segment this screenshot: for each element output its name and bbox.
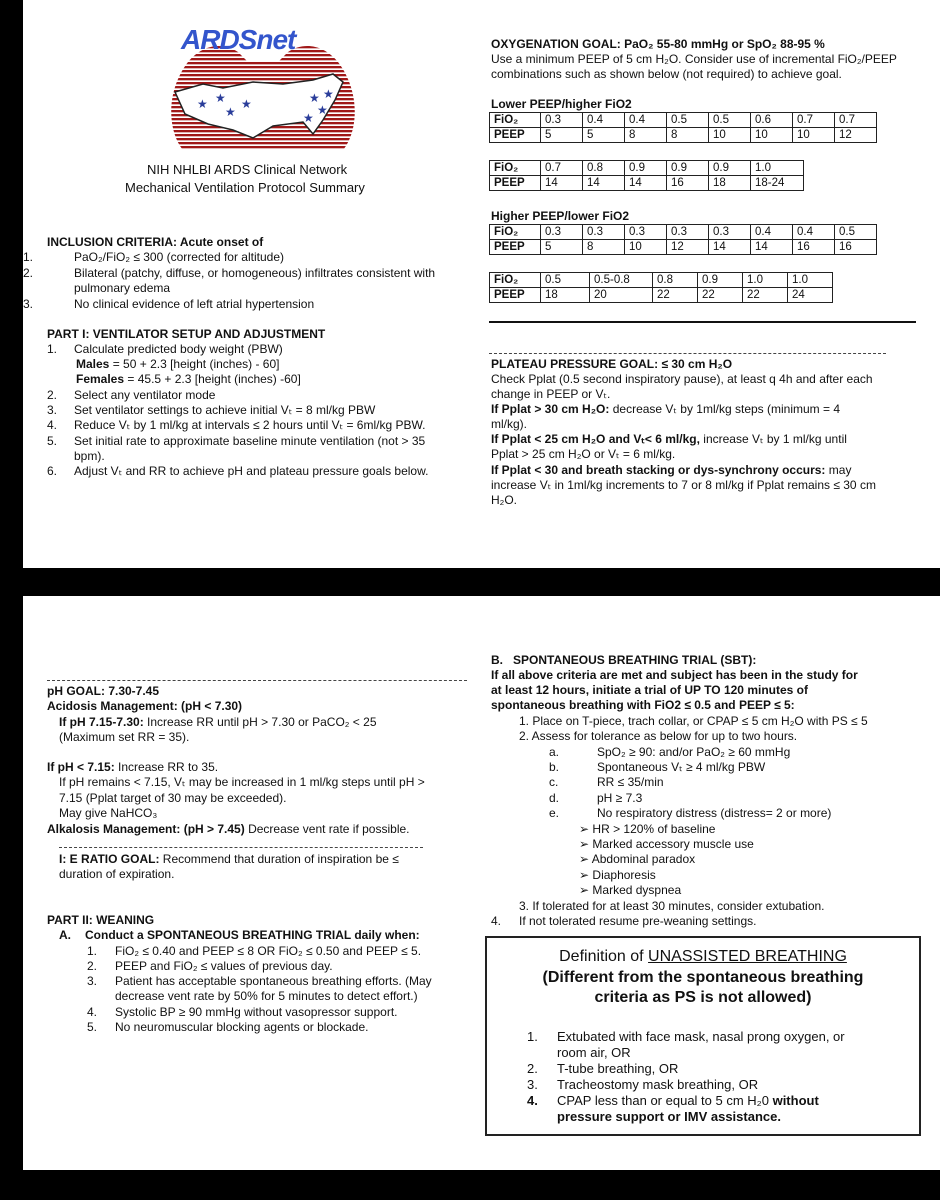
ardsnet-logo (163, 22, 363, 152)
plateau-rule-1: If Pplat > 30 cm H₂O: decrease Vₜ by 1ml/kg steps (minimum = 4 (491, 402, 841, 416)
table-cell: 14 (751, 240, 793, 255)
table-cell: 0.9 (625, 161, 667, 176)
list-item: PaO₂/FiO₂ ≤ 300 (corrected for altitude) (74, 250, 284, 264)
list-item: Bilateral (patchy, diffuse, or homogeneous) infiltrates consistent with (74, 266, 436, 280)
higher-peep-title: Higher PEEP/lower FiO2 (491, 209, 630, 223)
list-item: Spontaneous Vₜ ≥ 4 ml/kg PBW (597, 760, 766, 774)
svg-text:★: ★ (323, 87, 334, 101)
svg-text:★: ★ (241, 97, 252, 111)
row-label: PEEP (490, 240, 541, 255)
table-cell: 10 (709, 128, 751, 143)
fio2-row (490, 161, 804, 176)
plateau-text: ml/kg). (491, 417, 527, 431)
list-item: Adjust Vₜ and RR to achieve pH and plateau pressure goals below. (74, 464, 429, 478)
peep-row (490, 288, 833, 303)
list-item: Set ventilator settings to achieve initial Vₜ = 8 ml/kg PBW (74, 403, 376, 417)
acidosis-text: 7.15 (Pplat target of 30 may be exceeded). (59, 791, 287, 805)
plateau-title: PLATEAU PRESSURE GOAL: ≤ 30 cm H₂O (491, 357, 733, 371)
table-cell: 14 (709, 240, 751, 255)
table-cell: 0.9 (698, 273, 743, 288)
row-label: PEEP (490, 176, 541, 191)
table-cell: 24 (788, 288, 833, 303)
row-label: FiO₂ (490, 273, 541, 288)
list-item: No clinical evidence of left atrial hypertension (74, 297, 315, 311)
table-cell: 0.8 (653, 273, 698, 288)
acidosis-text: May give NaHCO₃ (59, 806, 158, 820)
sbt-intro: spontaneous breathing with FiO2 ≤ 0.5 and PEEP ≤ 5: (491, 698, 795, 712)
table-cell: 1.0 (751, 161, 804, 176)
table-cell: 5 (541, 128, 583, 143)
svg-text:★: ★ (197, 97, 208, 111)
table-cell: 8 (667, 128, 709, 143)
table-cell: 10 (625, 240, 667, 255)
oxygenation-text: Use a minimum PEEP of 5 cm H₂O. Consider use of incremental FiO₂/PEEP (491, 52, 897, 66)
table-cell: 0.9 (709, 161, 751, 176)
plateau-text: increase Vₜ in 1ml/kg increments to 7 or 8 ml/kg if Pplat remains ≤ 30 cm (491, 478, 876, 492)
arrow-bullet-icon: ➢ (579, 822, 590, 836)
part1-list: 1. Calculate predicted body weight (PBW) Males = 50 + 2.3 [height (inches) - 60] Females = 45.5 + 2.3 [height (inches) -60] 2. Select any ventilator mode 3. Set ventilator settings to achieve initial Vₜ = 8 ml/kg PBW 4. Reduce Vₜ by 1 ml/kg at intervals ≤ 2 hours until Vₜ = 6ml/kg PBW. 5. Set initial rate to approximate baseline minute ventilation (not > 35 bpm). 6. Adjust Vₜ and RR to achieve pH and plateau pressure goals below. (47, 342, 429, 478)
list-item: decrease vent rate by 50% for 5 minutes to detect effort.) (115, 989, 418, 1003)
plateau-rule-2: If Pplat < 25 cm H₂O and Vₜ< 6 ml/kg, increase Vₜ by 1 ml/kg until (491, 432, 847, 446)
males-formula: = 50 + 2.3 [height (inches) - 60] (112, 357, 280, 371)
svg-text:★: ★ (317, 103, 328, 117)
list-item: CPAP less than or equal to 5 cm H₂0 without (557, 1093, 819, 1108)
sbt-step-4-number: 4. (491, 914, 502, 928)
list-item: PEEP and FiO₂ ≤ values of previous day. (115, 959, 333, 973)
protocol-title: Mechanical Ventilation Protocol Summary (125, 180, 365, 195)
unassisted-list: 1. Extubated with face mask, nasal prong oxygen, or room air, OR 2. T-tube breathing, OR 3. Tracheostomy mask breathing, OR 4. CPAP less than or equal to 5 cm H₂0 without pressure support or IMV assistance. (527, 1029, 845, 1124)
table-cell: 0.9 (667, 161, 709, 176)
table-cell: 1.0 (743, 273, 788, 288)
higher-peep-table-1 (489, 224, 877, 255)
table-cell: 0.5 (541, 273, 590, 288)
table-cell: 16 (835, 240, 877, 255)
sbt-step-3: 3. If tolerated for at least 30 minutes, consider extubation. (519, 899, 825, 913)
table-cell: 14 (625, 176, 667, 191)
plateau-text: Check Pplat (0.5 second inspiratory pause), at least q 4h and after each (491, 372, 873, 386)
arrow-bullet-icon: ➢ (579, 852, 590, 866)
unassisted-subtitle: criteria as PS is not allowed) (594, 989, 812, 1006)
table-cell: 5 (583, 128, 625, 143)
part2-a-title: Conduct a SPONTANEOUS BREATHING TRIAL daily when: (85, 928, 420, 942)
table-cell: 22 (698, 288, 743, 303)
list-item: Systolic BP ≥ 90 mmHg without vasopressor support. (115, 1005, 398, 1019)
row-label: PEEP (490, 288, 541, 303)
table-cell: 8 (625, 128, 667, 143)
table-cell: 12 (835, 128, 877, 143)
list-item: SpO₂ ≥ 90: and/or PaO₂ ≥ 60 mmHg (597, 745, 791, 759)
plateau-text: Pplat > 25 cm H₂O or Vₜ = 6 ml/kg. (491, 447, 676, 461)
svg-text:★: ★ (225, 105, 236, 119)
unassisted-breathing-box (485, 936, 921, 1136)
table-cell: 18 (709, 176, 751, 191)
list-item: Select any ventilator mode (74, 388, 216, 402)
row-label: PEEP (490, 128, 541, 143)
acidosis-rule-1: If pH 7.15-7.30: Increase RR until pH > 7.30 or PaCO₂ < 25 (59, 715, 377, 729)
distress-signs-list: ➢ HR > 120% of baseline ➢ Marked accessory muscle use ➢ Abdominal paradox ➢ Diaphoresis ➢ Marked dyspnea (579, 822, 754, 897)
table-cell: 0.7 (541, 161, 583, 176)
table-cell: 0.4 (583, 113, 625, 128)
fio2-row (490, 273, 833, 288)
alkalosis-rule: Alkalosis Management: (pH > 7.45) Decrease vent rate if possible. (47, 822, 410, 836)
list-item: Patient has acceptable spontaneous breathing efforts. (May (115, 974, 432, 988)
table-cell: 0.3 (625, 225, 667, 240)
oxygenation-title: OXYGENATION GOAL: PaO₂ 55-80 mmHg or SpO₂ 88-95 % (491, 37, 825, 51)
plateau-rule-3: If Pplat < 30 and breath stacking or dys-synchrony occurs: may (491, 463, 852, 477)
females-formula: = 45.5 + 2.3 [height (inches) -60] (127, 372, 301, 386)
part2-title: PART II: WEANING (47, 913, 155, 927)
sbt-step-4: If not tolerated resume pre-weaning settings. (519, 914, 757, 928)
table-cell: 0.6 (751, 113, 793, 128)
acidosis-title: Acidosis Management: (pH < 7.30) (47, 699, 243, 713)
table-cell: 22 (743, 288, 788, 303)
ph-title: pH GOAL: 7.30-7.45 (47, 684, 160, 698)
females-label: Females (76, 372, 125, 386)
table-cell: 10 (793, 128, 835, 143)
arrow-bullet-icon: ➢ (579, 837, 590, 851)
table-cell: 14 (583, 176, 625, 191)
table-cell: 0.3 (541, 225, 583, 240)
list-item: RR ≤ 35/min (597, 775, 664, 789)
acidosis-rule-2: If pH < 7.15: Increase RR to 35. (47, 760, 219, 774)
unassisted-title: Definition of UNASSISTED BREATHING (559, 948, 847, 965)
lower-peep-title: Lower PEEP/higher FiO2 (491, 97, 632, 111)
fio2-row (490, 225, 877, 240)
svg-text:★: ★ (215, 91, 226, 105)
table-cell: 0.4 (793, 225, 835, 240)
svg-text:★: ★ (309, 91, 320, 105)
list-item: pH ≥ 7.3 (597, 791, 643, 805)
table-cell: 0.3 (583, 225, 625, 240)
logo-wordmark: ARDSnet (181, 24, 296, 55)
sbt-intro: at least 12 hours, initiate a trial of UP TO 120 minutes of (491, 683, 808, 697)
table-cell: 0.3 (541, 113, 583, 128)
plateau-text: change in PEEP or Vₜ. (491, 387, 611, 401)
row-label: FiO₂ (490, 113, 541, 128)
list-item: No neuromuscular blocking agents or blockade. (115, 1020, 369, 1034)
sbt-title: B. SPONTANEOUS BREATHING TRIAL (SBT): (491, 653, 757, 667)
table-cell: 16 (793, 240, 835, 255)
list-item: Extubated with face mask, nasal prong oxygen, or (557, 1029, 845, 1044)
ie-ratio-goal: I: E RATIO GOAL: Recommend that duration of inspiration be ≤ (59, 852, 399, 866)
fio2-row (490, 113, 877, 128)
table-cell: 18 (541, 288, 590, 303)
list-item: room air, OR (557, 1045, 631, 1060)
table-cell: 0.5 (709, 113, 751, 128)
lower-peep-table-1 (489, 112, 877, 143)
divider (47, 680, 467, 681)
list-item: No respiratory distress (distress= 2 or more) (597, 806, 832, 820)
ie-ratio-text: duration of expiration. (59, 867, 175, 881)
row-label: FiO₂ (490, 225, 541, 240)
list-item: T-tube breathing, OR (557, 1061, 679, 1076)
list-item: bpm). (74, 449, 105, 463)
table-cell: 0.5 (667, 113, 709, 128)
table-cell: 8 (583, 240, 625, 255)
peep-row (490, 176, 804, 191)
sbt-step-1: 1. Place on T-piece, trach collar, or CPAP ≤ 5 cm H₂O with PS ≤ 5 (519, 714, 868, 728)
higher-peep-table-2 (489, 272, 833, 303)
table-cell: 0.5-0.8 (590, 273, 653, 288)
list-item: Tracheostomy mask breathing, OR (557, 1077, 759, 1092)
acidosis-text: If pH remains < 7.15, Vₜ may be increased in 1 ml/kg steps until pH > (59, 775, 425, 789)
unassisted-subtitle: (Different from the spontaneous breathing (542, 969, 864, 986)
table-cell: 0.3 (709, 225, 751, 240)
protocol-page-2 (23, 596, 940, 1170)
arrow-bullet-icon: ➢ (579, 868, 590, 882)
list-item: pulmonary edema (74, 281, 171, 295)
table-cell: 18-24 (751, 176, 804, 191)
table-cell: 0.3 (667, 225, 709, 240)
list-item: Reduce Vₜ by 1 ml/kg at intervals ≤ 2 hours until Vₜ = 6ml/kg PBW. (74, 418, 426, 432)
divider (489, 353, 886, 354)
peep-row (490, 128, 877, 143)
lower-peep-table-2 (489, 160, 804, 191)
table-cell: 0.7 (793, 113, 835, 128)
part1-title: PART I: VENTILATOR SETUP AND ADJUSTMENT (47, 327, 326, 341)
table-cell: 0.5 (835, 225, 877, 240)
svg-text:★: ★ (303, 111, 314, 125)
inclusion-title: INCLUSION CRITERIA: Acute onset of (47, 235, 264, 249)
males-label: Males (76, 357, 110, 371)
divider (489, 321, 916, 323)
protocol-page-1: ★ ★ ★ ★ ★ ★ ★ ★ ARDSnet NIH NHLBI ARDS Clinical Network Mechanical Ventilation Protocol Summary INCLUSION CRITERIA: Acute onset of 1. PaO₂/FiO₂ ≤ 300 (corrected for altitude) 2. Bilateral (patchy, diffuse, or homogeneous) infiltrates consistent with pulmonary edema 3. No clinical evidence of left atrial hypertension PART I: VENTILATOR SETUP AND ADJUSTMENT 1. Calculate predicted body weight (PBW) Males = 50 + 2.3 [height (inches) - 60] Females = 45.5 + 2.3 [height (inches) -60] 2. Select any ventilator mode 3. Set ventilator settings to achieve initial Vₜ = 8 ml/kg PBW 4. Reduce Vₜ by 1 ml/kg at intervals ≤ 2 hours until Vₜ = 6ml/kg PBW. 5. Set initial rate to approximate baseline minute ventilation (not > 35 bpm). 6. Adjust Vₜ and RR to achieve pH and plateau pressure goals below. OXYGENATION GOAL: PaO₂ 55-80 mmHg or SpO₂ 88-95 % Use a minimum PEEP of 5 cm H₂O. Consider use of incremental FiO₂/PEEP combinations such as shown below (not required) to achieve goal. Lower PEEP/higher FiO2 FiO₂ 0.3 0.4 0.4 0.5 0.5 0.6 0.7 0.7 PEEP 5 5 8 8 10 10 10 12 FiO₂ 0.7 0.8 0.9 0.9 0.9 1.0 PEEP 14 14 14 16 18 18-24 Higher PEEP/lower FiO2 FiO₂ 0.3 0.3 0.3 0.3 0.3 0.4 0.4 0.5 PEEP 5 8 10 12 14 14 16 16 FiO₂ 0.5 0.5-0.8 0.8 0.9 1.0 1.0 PEEP 18 20 22 22 22 24 PLATEAU PRESSURE GOAL: ≤ 30 cm H₂O Check Pplat (0.5 second inspiratory pause), at least q 4h and after each change in PEEP or Vₜ. If Pplat > 30 cm H₂O: decrease Vₜ by 1ml/kg steps (minimum = 4 ml/kg). If Pplat < 25 cm H₂O and Vₜ< 6 ml/kg, increase Vₜ by 1 ml/kg until Pplat > 25 cm H₂O or Vₜ = 6 ml/kg. If Pplat < 30 and breath stacking or dys-synchrony occurs: may increase Vₜ in 1ml/kg increments to 7 or 8 ml/kg if Pplat remains ≤ 30 cm H₂O. (23, 0, 940, 568)
network-name: NIH NHLBI ARDS Clinical Network (147, 162, 348, 177)
table-cell: 0.7 (835, 113, 877, 128)
table-cell: 1.0 (788, 273, 833, 288)
part2-a-letter: A. (59, 928, 71, 942)
table-cell: 0.8 (583, 161, 625, 176)
sbt-intro: If all above criteria are met and subject has been in the study for (491, 668, 858, 682)
table-cell: 10 (751, 128, 793, 143)
table-cell: 22 (653, 288, 698, 303)
weaning-criteria-list: 1. FiO₂ ≤ 0.40 and PEEP ≤ 8 OR FiO₂ ≤ 0.50 and PEEP ≤ 5. 2. PEEP and FiO₂ ≤ values of previous day. 3. Patient has acceptable spontaneous breathing efforts. (May decrease vent rate by 50% for 5 minutes to detect effort.) 4. Systolic BP ≥ 90 mmHg without vasopressor support. 5. No neuromuscular blocking agents or blockade. (87, 944, 432, 1034)
divider (59, 847, 423, 848)
row-label: FiO₂ (490, 161, 541, 176)
tolerance-criteria-list: a. SpO₂ ≥ 90: and/or PaO₂ ≥ 60 mmHg b. Spontaneous Vₜ ≥ 4 ml/kg PBW c. RR ≤ 35/min d. pH ≥ 7.3 e. No respiratory distress (distress= 2 or more) (549, 745, 832, 820)
sbt-step-2: 2. Assess for tolerance as below for up to two hours. (519, 729, 798, 743)
list-item: FiO₂ ≤ 0.40 and PEEP ≤ 8 OR FiO₂ ≤ 0.50 and PEEP ≤ 5. (115, 944, 422, 958)
list-item: pressure support or IMV assistance. (557, 1109, 781, 1124)
table-cell: 0.4 (625, 113, 667, 128)
table-cell: 5 (541, 240, 583, 255)
table-cell: 0.4 (751, 225, 793, 240)
table-cell: 16 (667, 176, 709, 191)
list-item: Calculate predicted body weight (PBW) (74, 342, 283, 356)
plateau-text: H₂O. (491, 493, 517, 507)
table-cell: 20 (590, 288, 653, 303)
acidosis-text: (Maximum set RR = 35). (59, 730, 190, 744)
table-cell: 14 (541, 176, 583, 191)
peep-row (490, 240, 877, 255)
table-cell: 12 (667, 240, 709, 255)
arrow-bullet-icon: ➢ (579, 883, 590, 897)
oxygenation-text: combinations such as shown below (not required) to achieve goal. (491, 67, 842, 81)
list-item: Set initial rate to approximate baseline minute ventilation (not > 35 (74, 434, 426, 448)
